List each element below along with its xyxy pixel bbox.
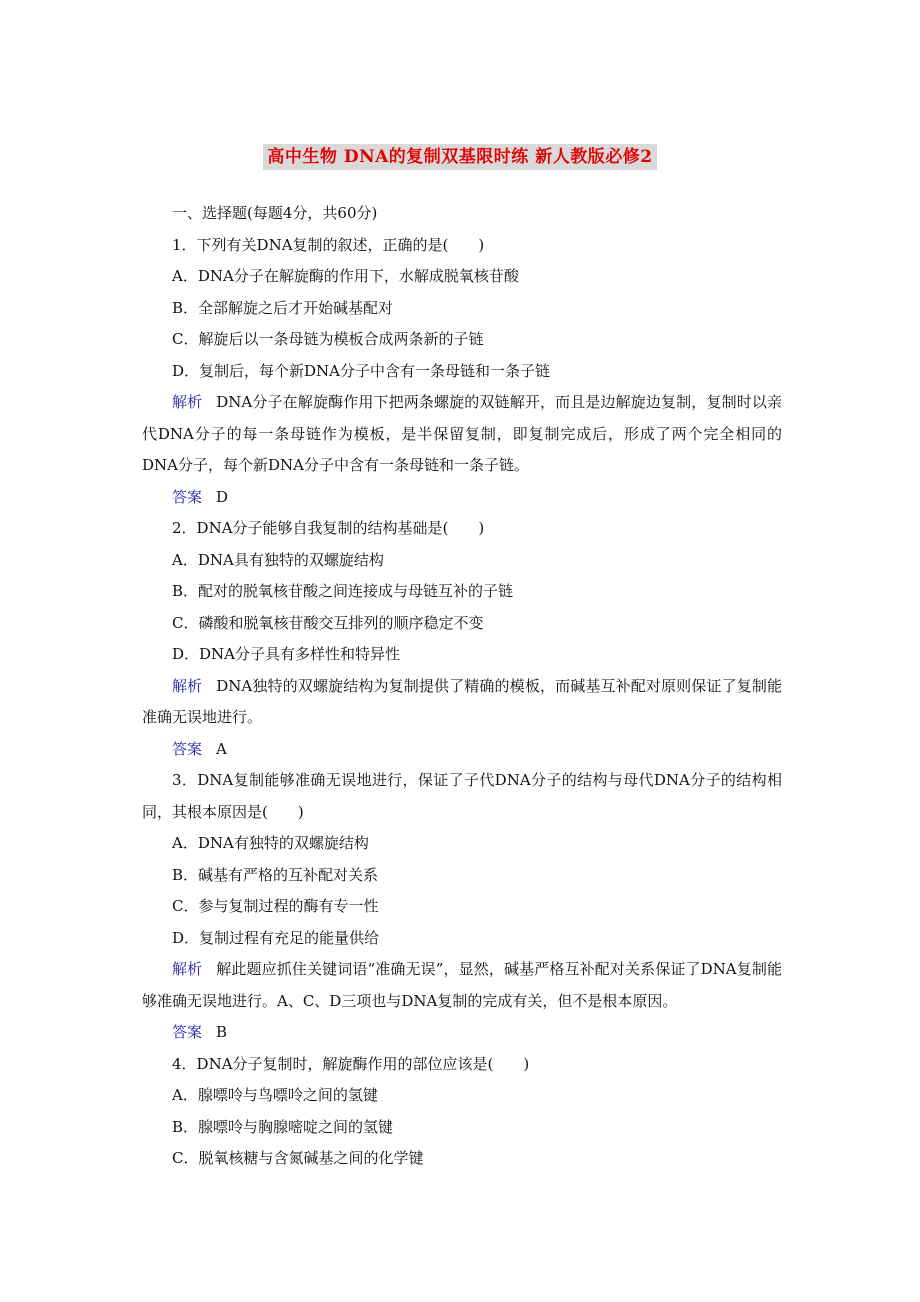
question-stem: 4．DNA分子复制时，解旋酶作用的部位应该是( ) [172, 1054, 530, 1073]
analysis-text: 解此题应抓住关键词语“准确无误”，显然，碱基严格互补配对关系保证了DNA复制能够准确无误地进行。A、C、D三项也与DNA复制的完成有关，但不是根本原因。 [142, 960, 782, 1010]
answer-label: 答案 [172, 1023, 203, 1041]
document-body [142, 198, 782, 1175]
document-title: 高中生物 DNA的复制双基限时练 新人教版必修2 [263, 144, 656, 170]
option: C．磷酸和脱氧核苷酸交互排列的顺序稳定不变 [172, 613, 484, 632]
question-block [142, 765, 782, 1049]
option: B．配对的脱氧核苷酸之间连接成与母链互补的子链 [172, 582, 514, 600]
analysis-text: DNA分子在解旋酶作用下把两条螺旋的双链解开，而且是边解旋边复制，复制时以亲代DNA分子的每一条母链作为模板，是半保留复制，即复制完成后，形成了两个完全相同的DNA分子，每个新DNA分子中含有一条母链和一条子链。 [142, 393, 782, 474]
answer-line [142, 734, 782, 766]
option: D．复制过程有充足的能量供给 [172, 928, 380, 947]
option: A．DNA有独特的双螺旋结构 [172, 834, 369, 852]
analysis-label: 解析 [172, 393, 203, 411]
option: A．DNA分子在解旋酶的作用下，水解成脱氧核苷酸 [172, 267, 519, 285]
option: D．DNA分子具有多样性和特异性 [172, 645, 401, 663]
option: C．参与复制过程的酶有专一性 [172, 897, 379, 915]
section-header: 一、选择题(每题4分，共60分) [172, 204, 378, 222]
analysis-label: 解析 [172, 960, 203, 978]
answer-line [142, 1017, 782, 1049]
answer-value: A [216, 739, 227, 758]
question-stem: 1．下列有关DNA复制的叙述，正确的是( ) [172, 235, 485, 254]
analysis-text: DNA独特的双螺旋结构为复制提供了精确的模板，而碱基互补配对原则保证了复制能准确无误地进行。 [142, 676, 782, 726]
analysis-paragraph [142, 671, 782, 734]
option: D．复制后，每个新DNA分子中含有一条母链和一条子链 [172, 361, 551, 380]
analysis-label: 解析 [172, 676, 203, 695]
option: B．碱基有严格的互补配对关系 [172, 865, 379, 884]
answer-line [142, 482, 782, 514]
analysis-paragraph [142, 387, 782, 482]
option: B．腺嘌呤与胸腺嘧啶之间的氢键 [172, 1117, 394, 1136]
question-stem: 2．DNA分子能够自我复制的结构基础是( ) [172, 519, 485, 537]
question-block [142, 513, 782, 765]
answer-label: 答案 [172, 487, 203, 506]
question-block [142, 1049, 782, 1175]
question-stem: 3．DNA复制能够准确无误地进行，保证了子代DNA分子的结构与母代DNA分子的结构相同，其根本原因是( ) [142, 771, 782, 821]
option: C．脱氧核糖与含氮碱基之间的化学键 [172, 1149, 424, 1167]
answer-value: B [216, 1023, 228, 1041]
answer-value: D [216, 487, 229, 506]
title-bar [0, 144, 920, 170]
option: C．解旋后以一条母链为模板合成两条新的子链 [172, 330, 484, 348]
question-block [142, 230, 782, 514]
option: B．全部解旋之后才开始碱基配对 [172, 298, 394, 317]
option: A．DNA具有独特的双螺旋结构 [172, 550, 384, 569]
analysis-paragraph [142, 954, 782, 1017]
option: A．腺嘌呤与鸟嘌呤之间的氢键 [172, 1086, 378, 1104]
answer-label: 答案 [172, 739, 203, 758]
